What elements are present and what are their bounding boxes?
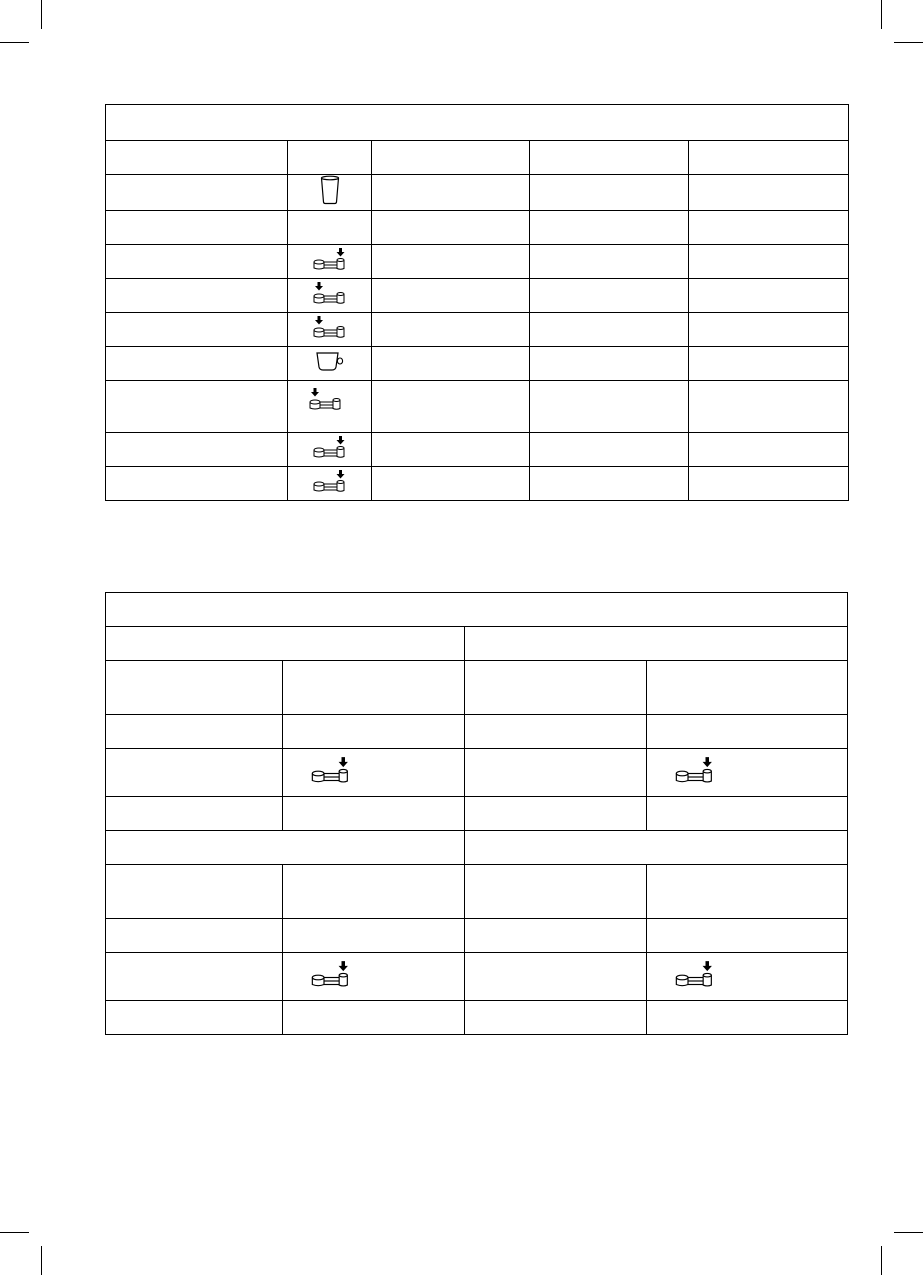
slider-left-position-icon — [312, 281, 348, 305]
top-table — [105, 104, 849, 501]
table-cell — [689, 245, 849, 279]
top-table-title-row — [106, 105, 849, 141]
table-cell — [288, 141, 372, 175]
table-row — [106, 1001, 848, 1035]
icon-cell — [288, 245, 372, 279]
top-table-header-row — [106, 141, 849, 175]
table-cell — [372, 347, 530, 381]
table-cell — [106, 715, 283, 749]
table-cell — [530, 433, 689, 467]
table-cell — [283, 865, 465, 919]
icon-cell — [288, 347, 372, 381]
table-cell — [530, 279, 689, 313]
table-cell — [106, 797, 283, 831]
slider-right-position-icon — [310, 960, 352, 988]
table-cell — [530, 467, 689, 501]
table-cell — [106, 313, 288, 347]
table-cell — [465, 831, 848, 865]
table-cell — [689, 279, 849, 313]
table-cell — [647, 715, 848, 749]
table-cell — [372, 211, 530, 245]
table-row — [106, 749, 848, 797]
table-cell — [465, 953, 647, 1001]
table-cell — [372, 175, 530, 211]
table-cell — [530, 211, 689, 245]
table-row — [106, 245, 849, 279]
table-cell — [647, 661, 848, 715]
crop-mark-top-right-vertical — [881, 0, 882, 29]
table-cell — [106, 245, 288, 279]
table-row — [106, 381, 849, 433]
table-cell — [283, 797, 465, 831]
table-cell — [530, 141, 689, 175]
table-cell — [106, 749, 283, 797]
table-cell — [465, 1001, 647, 1035]
table-cell — [465, 919, 647, 953]
icon-cell — [283, 953, 465, 1001]
table-row — [106, 467, 849, 501]
icon-cell — [288, 175, 372, 211]
table-cell — [106, 1001, 283, 1035]
table-cell — [465, 627, 848, 661]
table-row — [106, 313, 849, 347]
glass-icon — [320, 175, 340, 205]
table-row — [106, 175, 849, 211]
table-cell — [106, 467, 288, 501]
slider-right-position-icon — [310, 756, 352, 784]
table-cell — [372, 433, 530, 467]
table-cell — [372, 313, 530, 347]
slider-right-position-icon — [674, 960, 716, 988]
icon-cell — [288, 313, 372, 347]
icon-cell — [647, 749, 848, 797]
table-cell — [283, 715, 465, 749]
bottom-table — [105, 592, 848, 1035]
table-row — [106, 865, 848, 919]
table-cell — [689, 211, 849, 245]
icon-cell — [283, 749, 465, 797]
crop-mark-top-left-vertical — [41, 0, 42, 29]
icon-cell — [647, 953, 848, 1001]
section-header-row — [106, 831, 848, 865]
table-cell — [283, 661, 465, 715]
icon-cell — [288, 381, 372, 433]
table-cell — [372, 381, 530, 433]
icon-cell — [288, 279, 372, 313]
cup-icon — [315, 350, 345, 372]
table-cell — [106, 211, 288, 245]
table-cell — [647, 919, 848, 953]
table-cell — [106, 141, 288, 175]
section-header-row — [106, 627, 848, 661]
slider-right-position-icon — [674, 756, 716, 784]
table-cell — [465, 797, 647, 831]
table-cell — [530, 245, 689, 279]
table-cell — [372, 279, 530, 313]
table-cell — [288, 211, 372, 245]
icon-cell — [288, 467, 372, 501]
table-row — [106, 661, 848, 715]
table-cell — [647, 865, 848, 919]
table-cell — [530, 381, 689, 433]
table-cell — [372, 467, 530, 501]
table-cell — [530, 313, 689, 347]
table-cell — [465, 865, 647, 919]
table-cell — [106, 279, 288, 313]
table-cell — [689, 141, 849, 175]
bottom-table-title-row — [106, 593, 848, 627]
table-cell — [372, 141, 530, 175]
table-cell — [530, 347, 689, 381]
table-cell — [106, 433, 288, 467]
table-row — [106, 715, 848, 749]
table-cell — [465, 661, 647, 715]
table-row — [106, 347, 849, 381]
table-cell — [106, 831, 465, 865]
slider-left-position-icon — [308, 387, 344, 411]
table-cell — [106, 381, 288, 433]
crop-mark-bottom-right-horizontal — [894, 1232, 923, 1233]
table-cell — [530, 175, 689, 211]
slider-right-position-icon — [312, 247, 348, 271]
table-cell — [106, 919, 283, 953]
table-cell — [283, 1001, 465, 1035]
table-cell — [465, 715, 647, 749]
crop-mark-bottom-right-vertical — [881, 1246, 882, 1275]
table-cell — [689, 347, 849, 381]
table-row — [106, 279, 849, 313]
crop-mark-top-right-horizontal — [894, 42, 923, 43]
crop-mark-bottom-left-horizontal — [0, 1232, 29, 1233]
table-cell — [689, 433, 849, 467]
table-cell — [106, 347, 288, 381]
table-row — [106, 919, 848, 953]
table-row — [106, 211, 849, 245]
slider-left-position-icon — [312, 315, 348, 339]
table-cell — [283, 919, 465, 953]
table-cell — [689, 381, 849, 433]
table-row — [106, 953, 848, 1001]
top-table-title — [106, 105, 849, 141]
table-row — [106, 433, 849, 467]
table-cell — [106, 627, 465, 661]
crop-mark-top-left-horizontal — [0, 42, 29, 43]
table-cell — [106, 865, 283, 919]
table-cell — [689, 313, 849, 347]
table-cell — [106, 175, 288, 211]
table-row — [106, 797, 848, 831]
table-cell — [106, 661, 283, 715]
table-cell — [647, 1001, 848, 1035]
slider-right-position-icon — [312, 435, 348, 459]
table-cell — [465, 749, 647, 797]
table-cell — [372, 245, 530, 279]
table-cell — [106, 953, 283, 1001]
crop-mark-bottom-left-vertical — [41, 1246, 42, 1275]
slider-right-position-icon — [312, 469, 348, 493]
table-cell — [689, 175, 849, 211]
table-cell — [689, 467, 849, 501]
bottom-table-title — [106, 593, 848, 627]
table-cell — [647, 797, 848, 831]
icon-cell — [288, 433, 372, 467]
